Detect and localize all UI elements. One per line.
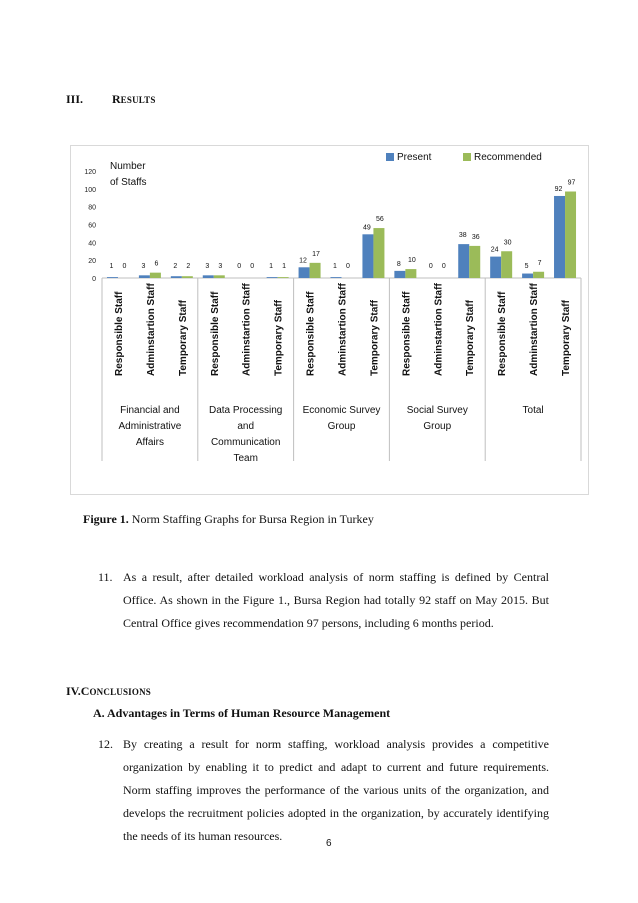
data-label: 49 xyxy=(363,224,371,232)
y-tick-label: 80 xyxy=(88,204,96,212)
data-label: 0 xyxy=(237,263,242,270)
category-label: Adminstartion Staff xyxy=(337,283,349,376)
category-label: Responsible Staff xyxy=(113,291,125,376)
subsection-heading: A. Advantages in Terms of Human Resource Management xyxy=(93,706,391,720)
bar xyxy=(139,275,150,278)
legend-swatch xyxy=(386,153,394,161)
paragraph-text: By creating a result for norm staffing, workload analysis provides a competitive organization by enabling it to predict and adapt to current and future requirements. Norm staffing improves the performance of the various units of the organization, and develops the recruitment policies adopted in the organization, by accurately identifying the needs of its human resources. xyxy=(123,737,549,843)
data-label: 0 xyxy=(122,263,127,270)
data-label: 8 xyxy=(396,260,401,268)
bar xyxy=(150,273,161,278)
data-label: 1 xyxy=(269,263,274,270)
category-label: Temporary Staff xyxy=(465,300,477,376)
category-label: Responsible Staff xyxy=(401,291,413,376)
group-label-line: Social Survey xyxy=(406,405,468,416)
bar xyxy=(405,269,416,278)
bar xyxy=(182,276,193,278)
paragraph-12 xyxy=(98,733,549,848)
data-label: 2 xyxy=(186,263,191,270)
bar xyxy=(362,234,373,278)
figure-caption-text: Norm Staffing Graphs for Bursa Region in Turkey xyxy=(128,512,374,526)
category-label: Adminstartion Staff xyxy=(241,283,253,376)
y-tick-label: 40 xyxy=(88,240,96,248)
data-label: 2 xyxy=(173,263,178,270)
bar xyxy=(310,263,321,278)
section-heading-conclusions xyxy=(66,684,151,699)
category-label: Temporary Staff xyxy=(273,300,285,376)
category-label: Adminstartion Staff xyxy=(529,283,541,376)
section-heading-results xyxy=(66,92,156,107)
chart-title-line: Number xyxy=(110,161,146,172)
bar xyxy=(203,275,214,278)
bar xyxy=(267,277,278,278)
data-label: 1 xyxy=(109,263,114,270)
data-label: 97 xyxy=(567,179,576,187)
bar xyxy=(171,276,182,278)
group-label-line: Total xyxy=(522,405,544,416)
paragraph-number: 12. xyxy=(98,737,113,751)
data-label: 5 xyxy=(524,263,529,270)
bar xyxy=(522,274,533,278)
group-label-line: Communication xyxy=(210,437,281,448)
chart-container xyxy=(70,145,589,495)
bar xyxy=(107,277,118,278)
page-number: 6 xyxy=(326,838,332,849)
y-tick-label: 120 xyxy=(84,169,96,176)
data-label: 3 xyxy=(205,263,210,270)
category-label: Temporary Staff xyxy=(177,300,189,376)
bar xyxy=(394,271,405,278)
category-label: Temporary Staff xyxy=(369,300,381,376)
legend-swatch xyxy=(463,153,471,161)
category-label: Responsible Staff xyxy=(497,291,509,376)
group-label-line: Team xyxy=(233,453,258,464)
bar xyxy=(458,244,469,278)
data-label: 24 xyxy=(490,246,499,254)
data-label: 1 xyxy=(282,263,287,270)
y-tick-label: 60 xyxy=(88,222,96,230)
group-label-line: Affairs xyxy=(135,437,164,448)
data-label: 38 xyxy=(458,232,467,240)
data-label: 92 xyxy=(554,185,563,193)
paragraph-text: As a result, after detailed workload analysis of norm staffing is defined by Central Office. As shown in the Figure 1., Bursa Region had totally 92 staff on May 2015. But Central Office gives recommendation 97 persons, including 6 months period. xyxy=(123,570,549,630)
bar xyxy=(554,196,565,278)
bar xyxy=(278,277,289,278)
bar xyxy=(469,246,480,278)
bar xyxy=(565,192,576,278)
bar xyxy=(331,277,342,278)
bar xyxy=(501,251,512,278)
group-label-line: and xyxy=(237,421,255,432)
paragraph-11 xyxy=(98,566,549,635)
data-label: 6 xyxy=(154,260,159,268)
group-label-line: Group xyxy=(327,421,356,432)
category-label: Temporary Staff xyxy=(561,300,573,376)
group-label-line: Data Processing xyxy=(209,405,283,416)
norm-staffing-bar-chart xyxy=(71,146,590,496)
figure-caption xyxy=(83,512,374,527)
legend-label: Recommended xyxy=(474,152,542,163)
section-title-initial: R xyxy=(112,92,121,106)
section-title-rest: ONCLUSIONS xyxy=(89,687,151,697)
data-label: 36 xyxy=(471,234,480,242)
section-title-rest: ESULTS xyxy=(120,95,156,105)
data-label: 0 xyxy=(346,263,350,270)
data-label: 3 xyxy=(141,263,146,270)
section-number: III. xyxy=(66,92,84,106)
section-number: IV. xyxy=(66,684,81,698)
bar xyxy=(373,228,384,278)
bar xyxy=(533,272,544,278)
data-label: 12 xyxy=(299,257,307,265)
data-label: 0 xyxy=(250,263,255,270)
category-label: Responsible Staff xyxy=(305,291,317,376)
data-label: 7 xyxy=(537,259,542,267)
group-label-line: Group xyxy=(423,421,452,432)
group-label-line: Financial and xyxy=(120,405,180,416)
legend-label: Present xyxy=(397,152,432,163)
category-label: Adminstartion Staff xyxy=(145,283,157,376)
data-label: 1 xyxy=(333,263,337,270)
y-tick-label: 20 xyxy=(88,258,96,266)
data-label: 3 xyxy=(218,263,223,270)
data-label: 17 xyxy=(312,250,320,258)
data-label: 10 xyxy=(407,257,416,265)
y-tick-label: 0 xyxy=(92,276,96,283)
bar xyxy=(490,257,501,278)
data-label: 0 xyxy=(441,263,446,270)
data-label: 56 xyxy=(376,216,384,224)
y-tick-label: 100 xyxy=(84,186,96,194)
data-label: 30 xyxy=(503,239,512,247)
figure-label: Figure 1. xyxy=(83,512,129,526)
section-title-initial: C xyxy=(80,684,90,698)
paragraph-number: 11. xyxy=(98,570,113,584)
group-label-line: Economic Survey xyxy=(302,405,381,416)
chart-title-line: of Staffs xyxy=(110,177,147,188)
group-label-line: Administrative xyxy=(118,421,182,432)
category-label: Responsible Staff xyxy=(209,291,221,376)
bar xyxy=(299,267,310,278)
category-label: Adminstartion Staff xyxy=(433,283,445,376)
data-label: 0 xyxy=(428,263,433,270)
bar xyxy=(214,275,225,278)
